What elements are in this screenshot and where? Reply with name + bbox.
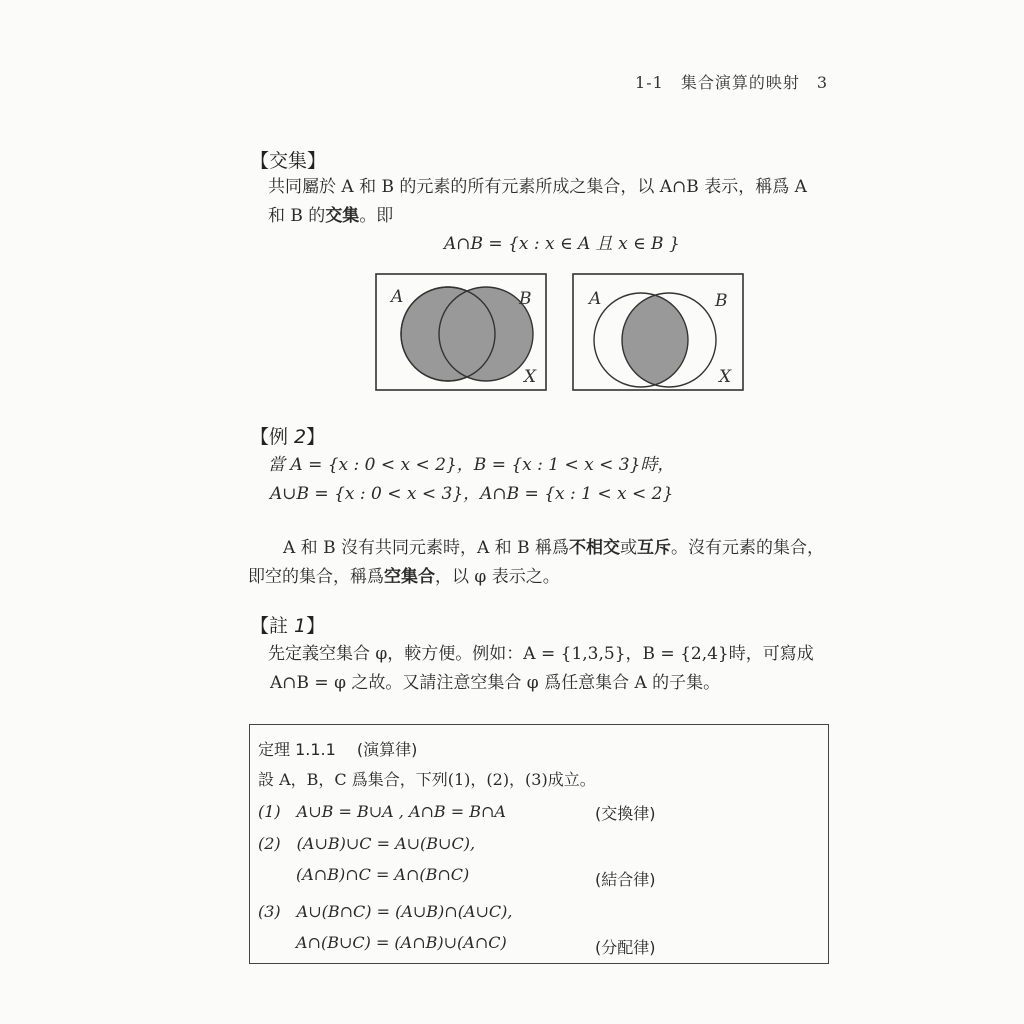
- label-a: A: [589, 289, 602, 309]
- venn-diagram-union: [374, 272, 550, 394]
- label-b: B: [715, 291, 728, 311]
- intersection-definition-line1: 共同屬於 A 和 B 的元素的所有元素所成之集合，以 A∩B 表示，稱爲 A: [268, 177, 807, 197]
- associative-law-label: (結合律): [595, 870, 656, 889]
- label-a: A: [391, 287, 404, 307]
- label-x: X: [719, 367, 732, 387]
- theorem-row2a: (2) (A∪B)∪C = A∪(B∪C),: [258, 834, 476, 853]
- section-heading-intersection: 【交集】: [250, 150, 327, 172]
- note1-line2: A∩B = φ 之故。又請注意空集合 φ 爲任意集合 A 的子集。: [270, 673, 721, 693]
- theorem-title: 定理 1.1.1 (演算律): [258, 740, 418, 759]
- intersection-definition-line2: 和 B 的交集。即: [268, 206, 394, 226]
- example2-line2: A∪B = {x : 0 < x < 3}，A∩B = {x : 1 < x < 2}: [270, 484, 674, 504]
- theorem-row2b: (A∩B)∩C = A∩(B∩C): [296, 865, 470, 884]
- disjoint-paragraph-line1: A 和 B 沒有共同元素時，A 和 B 稱爲不相交或互斥。沒有元素的集合，: [283, 538, 824, 558]
- disjoint-paragraph-line2: 即空的集合，稱爲空集合，以 φ 表示之。: [248, 567, 560, 587]
- theorem-row3b: A∩(B∪C) = (A∩B)∪(A∩C): [296, 933, 507, 952]
- intersection-formula: A∩B = {x : x ∈ A 且 x ∈ B }: [444, 234, 680, 254]
- label-b: B: [519, 289, 532, 309]
- distributive-law-label: (分配律): [595, 938, 656, 957]
- section-heading-example2: 【例 2】: [250, 426, 326, 448]
- commutative-law-label: (交換律): [595, 804, 656, 823]
- theorem-intro: 設 A，B，C 爲集合，下列(1)，(2)，(3)成立。: [258, 770, 596, 789]
- theorem-box: [249, 724, 829, 964]
- venn-diagram-intersection: [571, 272, 747, 394]
- label-x: X: [524, 367, 537, 387]
- section-heading-note1: 【註 1】: [250, 615, 326, 637]
- note1-line1: 先定義空集合 φ，較方便。例如：A = {1,3,5}，B = {2,4}時，可寫成: [268, 644, 814, 664]
- running-header: 1-1 集合演算的映射 3: [635, 73, 828, 92]
- theorem-row1: (1) A∪B = B∪A , A∩B = B∩A: [258, 802, 506, 821]
- example2-line1: 當 A = {x : 0 < x < 2}，B = {x : 1 < x < 3}時，: [268, 455, 675, 475]
- theorem-row3a: (3) A∪(B∩C) = (A∪B)∩(A∪C),: [258, 902, 513, 921]
